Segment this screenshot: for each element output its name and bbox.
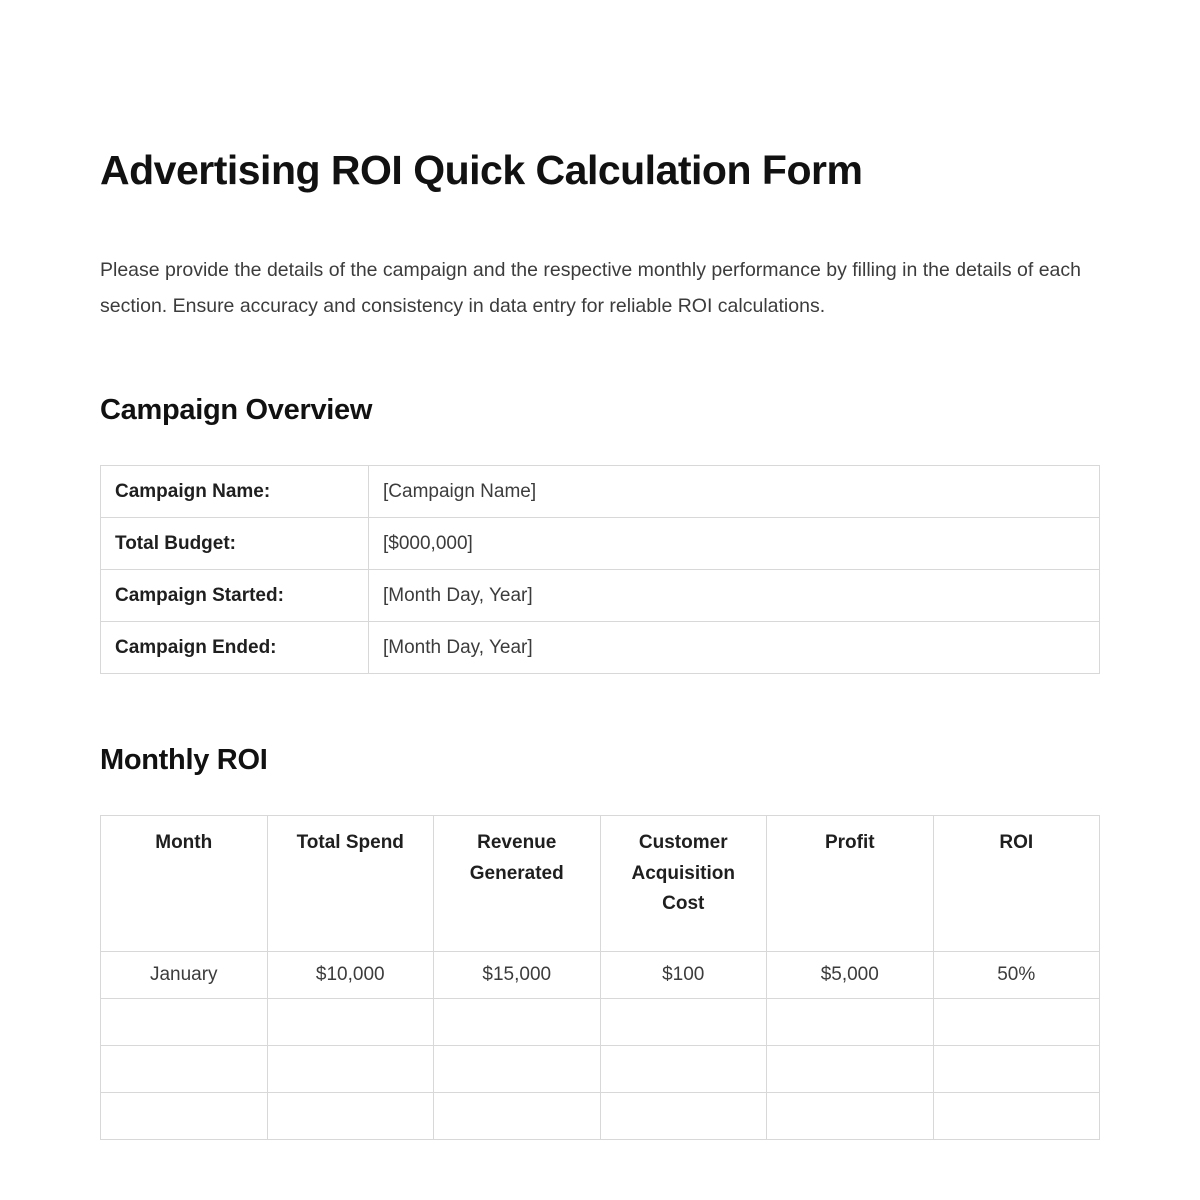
table-row	[101, 1093, 1100, 1140]
table-row	[101, 952, 1100, 999]
table-row	[101, 466, 1100, 518]
column-header-roi: ROI	[933, 816, 1100, 952]
cell-roi[interactable]	[933, 1093, 1100, 1140]
table-row	[101, 622, 1100, 674]
field-label-campaign-ended: Campaign Ended:	[101, 622, 369, 674]
field-label-total-budget: Total Budget:	[101, 518, 369, 570]
cell-customer-acquisition-cost[interactable]	[600, 999, 767, 1046]
cell-month[interactable]	[101, 1093, 268, 1140]
cell-month[interactable]: January	[101, 952, 268, 999]
cell-total-spend[interactable]	[267, 1093, 434, 1140]
cell-total-spend[interactable]	[267, 999, 434, 1046]
cell-revenue-generated[interactable]	[434, 999, 601, 1046]
column-header-customer-acquisition-cost: Customer Acquisition Cost	[600, 816, 767, 952]
section-heading-monthly-roi: Monthly ROI	[100, 744, 268, 777]
page-title: Advertising ROI Quick Calculation Form	[100, 147, 863, 193]
cell-profit[interactable]: $5,000	[767, 952, 934, 999]
document-page	[100, 0, 1100, 1140]
section-heading-campaign-overview: Campaign Overview	[100, 394, 373, 427]
field-value-campaign-ended[interactable]: [Month Day, Year]	[369, 622, 1100, 674]
cell-customer-acquisition-cost[interactable]	[600, 1093, 767, 1140]
cell-roi[interactable]: 50%	[933, 952, 1100, 999]
field-value-campaign-name[interactable]: [Campaign Name]	[369, 466, 1100, 518]
cell-revenue-generated[interactable]	[434, 1046, 601, 1093]
intro-paragraph: Please provide the details of the campaign and the respective monthly performance by filling in the details of each section. Ensure accuracy and consistency in data entry for reliable ROI calculations.	[100, 259, 1081, 317]
cell-roi[interactable]	[933, 999, 1100, 1046]
field-value-campaign-started[interactable]: [Month Day, Year]	[369, 570, 1100, 622]
field-label-campaign-name: Campaign Name:	[101, 466, 369, 518]
cell-customer-acquisition-cost[interactable]: $100	[600, 952, 767, 999]
table-header-row	[101, 816, 1100, 952]
cell-revenue-generated[interactable]	[434, 1093, 601, 1140]
cell-revenue-generated[interactable]: $15,000	[434, 952, 601, 999]
field-label-campaign-started: Campaign Started:	[101, 570, 369, 622]
monthly-roi-table	[100, 815, 1100, 1140]
cell-profit[interactable]	[767, 1093, 934, 1140]
field-value-total-budget[interactable]: [$000,000]	[369, 518, 1100, 570]
cell-profit[interactable]	[767, 999, 934, 1046]
column-header-profit: Profit	[767, 816, 934, 952]
cell-profit[interactable]	[767, 1046, 934, 1093]
table-row	[101, 1046, 1100, 1093]
campaign-overview-table	[100, 465, 1100, 674]
column-header-total-spend: Total Spend	[267, 816, 434, 952]
table-row	[101, 999, 1100, 1046]
cell-roi[interactable]	[933, 1046, 1100, 1093]
column-header-month: Month	[101, 816, 268, 952]
cell-customer-acquisition-cost[interactable]	[600, 1046, 767, 1093]
column-header-revenue-generated: Revenue Generated	[434, 816, 601, 952]
cell-total-spend[interactable]	[267, 1046, 434, 1093]
cell-month[interactable]	[101, 1046, 268, 1093]
table-row	[101, 570, 1100, 622]
cell-month[interactable]	[101, 999, 268, 1046]
cell-total-spend[interactable]: $10,000	[267, 952, 434, 999]
table-row	[101, 518, 1100, 570]
